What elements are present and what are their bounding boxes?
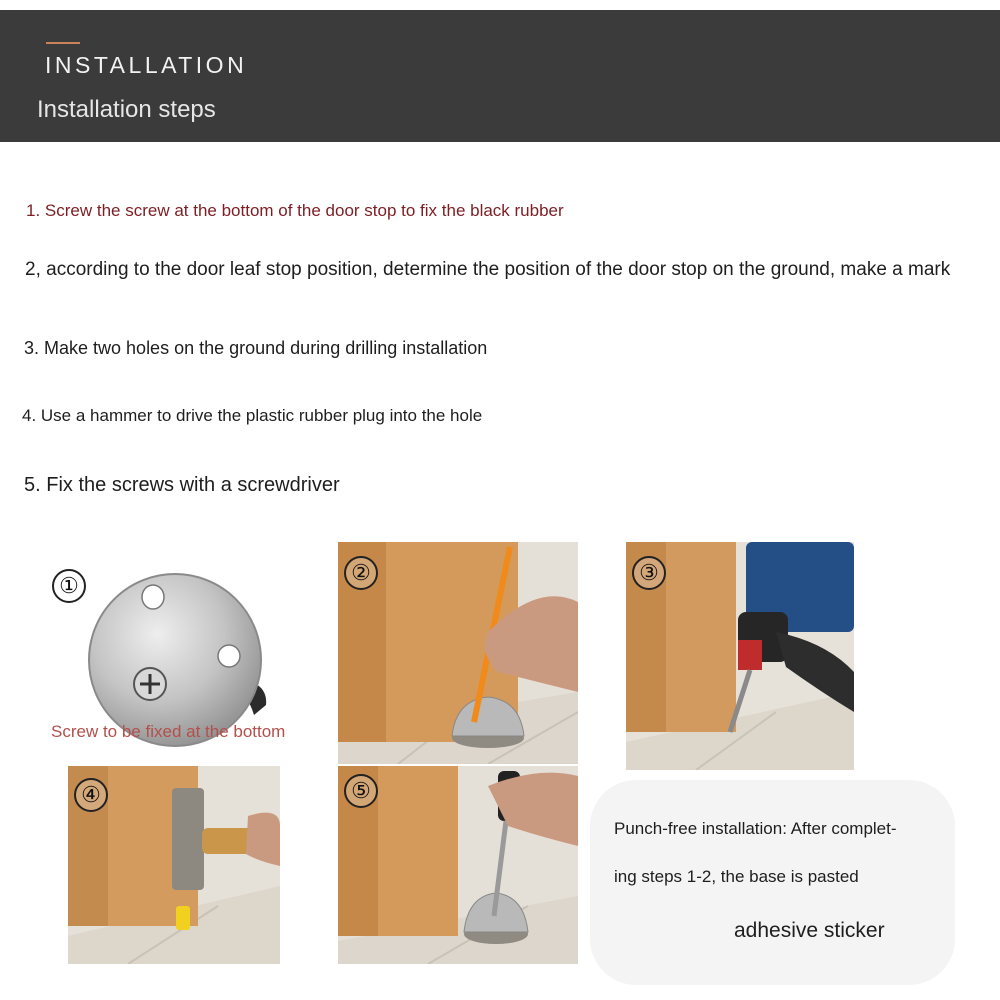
- step-number-2: ②: [344, 556, 378, 590]
- note-line-3: adhesive sticker: [734, 919, 885, 942]
- step-number-3: ③: [632, 556, 666, 590]
- panel-2-marking: [338, 542, 578, 764]
- panel-4-hammer: [68, 766, 280, 964]
- panel-1-caption: Screw to be fixed at the bottom: [51, 722, 286, 741]
- panel-5-screwdriver: [338, 766, 578, 964]
- step-number-4: ④: [74, 778, 108, 812]
- note-line-1: Punch-free installation: After complet-: [614, 819, 897, 838]
- header-accent-line: [46, 42, 80, 44]
- punch-free-note: [590, 780, 955, 985]
- panel-3-drilling: [626, 542, 854, 770]
- note-line-2: ing steps 1-2, the base is pasted: [614, 867, 859, 886]
- rubber-plug: [176, 906, 190, 930]
- step-number-5: ⑤: [344, 774, 378, 808]
- step-3: 3. Make two holes on the ground during drilling installation: [24, 338, 488, 358]
- step-1: 1. Screw the screw at the bottom of the door stop to fix the black rubber: [26, 201, 564, 220]
- step-2: 2, according to the door leaf stop position, determine the position of the door stop on the ground, make a mark: [25, 259, 951, 280]
- header-title: INSTALLATION: [45, 52, 248, 78]
- screw-hole-top: [142, 585, 164, 609]
- step-number-1: ①: [52, 569, 86, 603]
- hammer-head: [172, 788, 204, 890]
- header-subtitle: Installation steps: [37, 96, 216, 123]
- header-banner: [0, 10, 1000, 142]
- step-5: 5. Fix the screws with a screwdriver: [24, 474, 340, 496]
- screw-hole-right: [218, 645, 240, 667]
- step-4: 4. Use a hammer to drive the plastic rubber plug into the hole: [22, 406, 483, 425]
